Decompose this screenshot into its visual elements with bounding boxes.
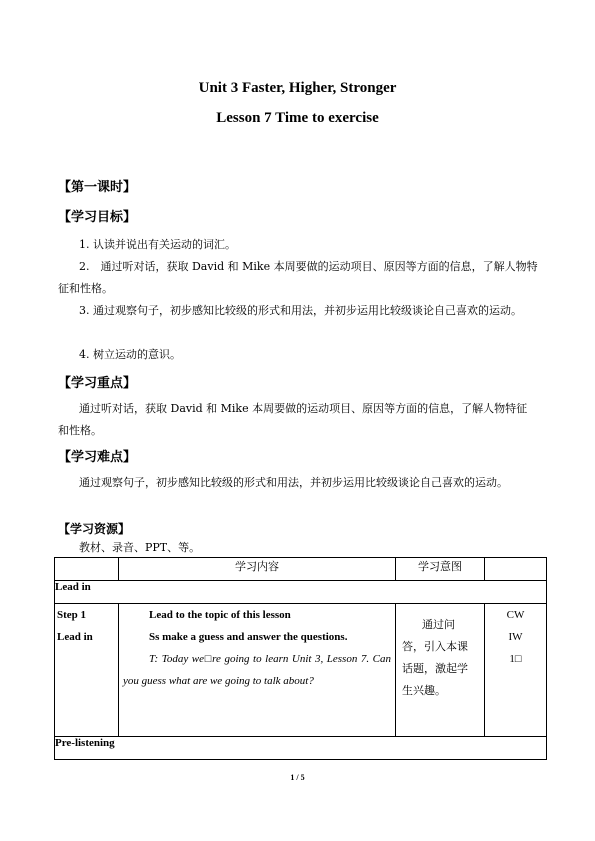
section-difficulties: 【学习难点】 bbox=[58, 450, 137, 465]
content-line-2: Ss make a guess and answer the questions. bbox=[149, 631, 348, 643]
objective-3: 3. 通过观察句子，初步感知比较级的形式和用法，并初步运用比较级谈论自己喜欢的运动。 bbox=[79, 304, 522, 317]
step-name: Lead in bbox=[57, 631, 93, 643]
section-resources: 【学习资源】 bbox=[58, 522, 131, 536]
step-number: Step 1 bbox=[57, 609, 87, 621]
keypoints-text: 通过听对话，获取 David 和 Mike 本周要做的运动项目、原因等方面的信息，了解人物特征和性格。 bbox=[58, 402, 528, 437]
objective-1: 1. 认读并说出有关运动的词汇。 bbox=[79, 238, 236, 251]
step-cell bbox=[55, 604, 119, 737]
mode-cell bbox=[485, 604, 547, 737]
intent-cell bbox=[396, 604, 485, 737]
content-line-3: T: Today we□re going to learn Unit 3, Lesson 7. Can you guess what are we going to talk about? bbox=[123, 653, 391, 687]
objective-2: 2. 通过听对话，获取 David 和 Mike 本周要做的运动项目、原因等方面的信息，了解人物特征和性格。 bbox=[58, 260, 538, 295]
mode-iw: IW bbox=[508, 631, 523, 643]
page-number: 1 / 5 bbox=[290, 773, 305, 782]
header-content: 学习内容 bbox=[119, 558, 396, 581]
row-lead-in: Lead in bbox=[55, 581, 547, 604]
header-empty-cell bbox=[55, 558, 119, 581]
section-objectives: 【学习目标】 bbox=[58, 210, 137, 225]
section-lesson: 【第一课时】 bbox=[58, 180, 137, 195]
section-keypoints: 【学习重点】 bbox=[58, 376, 137, 391]
intent-text: 通过问答，引入本课话题，激起学生兴趣。 bbox=[402, 618, 468, 697]
difficulties-text: 通过观察句子，初步感知比较级的形式和用法，并初步运用比较级谈论自己喜欢的运动。 bbox=[79, 476, 508, 489]
doc-subtitle: Lesson 7 Time to exercise bbox=[216, 110, 379, 126]
header-intent: 学习意图 bbox=[396, 558, 485, 581]
objective-4: 4. 树立运动的意识。 bbox=[79, 348, 181, 361]
mode-pair: 1□ bbox=[509, 653, 522, 665]
content-line-1: Lead to the topic of this lesson bbox=[149, 609, 291, 621]
doc-title: Unit 3 Faster, Higher, Stronger bbox=[198, 80, 397, 96]
content-cell bbox=[119, 604, 396, 737]
header-mode-cell bbox=[485, 558, 547, 581]
mode-cw: CW bbox=[506, 609, 525, 621]
row-pre-listening: Pre-listening bbox=[55, 737, 547, 760]
resources-text: 教材、录音、PPT、等。 bbox=[79, 541, 201, 554]
lesson-table bbox=[54, 557, 547, 760]
